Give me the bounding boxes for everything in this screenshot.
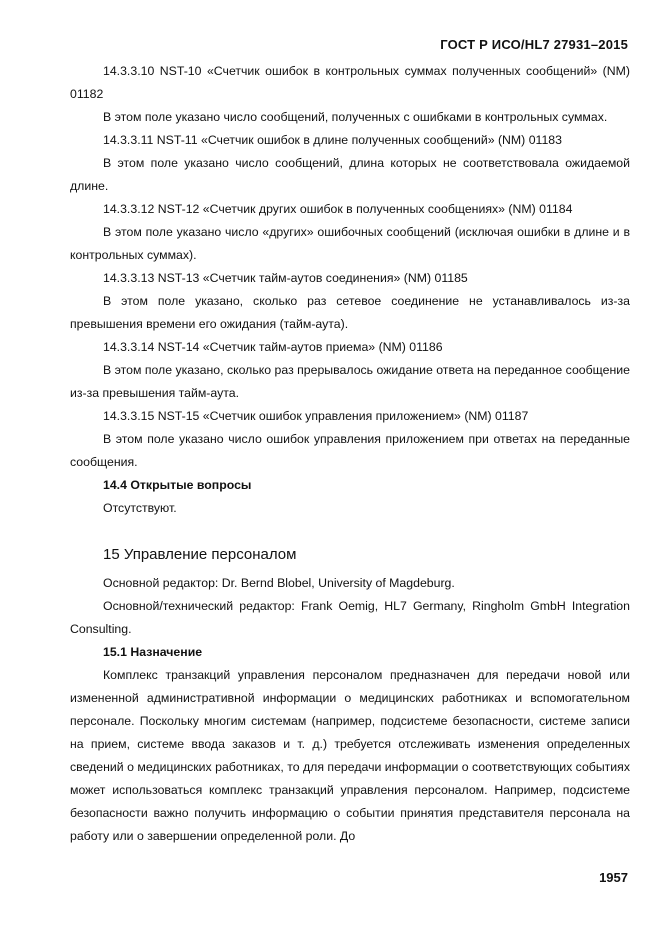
field-description: В этом поле указано число сообщений, полученных с ошибками в контрольных суммах.	[103, 110, 608, 124]
field-heading: 14.3.3.10 NST-10 «Счетчик ошибок в контрольных суммах полученных сообщений» (NM) 01182	[70, 64, 630, 101]
subsection-heading: 15.1 Назначение	[103, 645, 203, 659]
field-heading: 14.3.3.14 NST-14 «Счетчик тайм-аутов приема» (NM) 01186	[103, 340, 443, 354]
field-description: В этом поле указано, сколько раз сетевое соединение не устанавливалось из-за превышения времени его ожидания (тайм-аута).	[70, 294, 630, 331]
field-description: В этом поле указано число сообщений, длина которых не соответствовала ожидаемой длине.	[70, 156, 630, 193]
field-heading: 14.3.3.11 NST-11 «Счетчик ошибок в длине полученных сообщений» (NM) 01183	[103, 133, 562, 147]
editor-line: Основной/технический редактор: Frank Oemig, HL7 Germany, Ringholm GmbH Integration Consulting.	[70, 599, 630, 636]
paragraph: Отсутствуют.	[103, 501, 177, 515]
document-header: ГОСТ Р ИСО/HL7 27931–2015	[440, 37, 628, 52]
field-heading: 14.3.3.15 NST-15 «Счетчик ошибок управления приложением» (NM) 01187	[103, 409, 529, 423]
field-description: В этом поле указано число «других» ошибочных сообщений (исключая ошибки в длине и в контрольных суммах).	[70, 225, 630, 262]
subsection-heading: 14.4 Открытые вопросы	[103, 478, 252, 492]
field-heading: 14.3.3.13 NST-13 «Счетчик тайм-аутов соединения» (NM) 01185	[103, 271, 468, 285]
field-heading: 14.3.3.12 NST-12 «Счетчик других ошибок в полученных сообщениях» (NM) 01184	[103, 202, 573, 216]
field-description: В этом поле указано, сколько раз прерывалось ожидание ответа на переданное сообщение из-за превышения тайм-аута.	[70, 363, 630, 400]
section-heading: 15 Управление персоналом	[103, 546, 297, 563]
page-number: 1957	[599, 870, 628, 885]
editor-line: Основной редактор: Dr. Bernd Blobel, University of Magdeburg.	[103, 576, 455, 590]
field-description: В этом поле указано число ошибок управления приложением при ответах на переданные сообщения.	[70, 432, 630, 469]
paragraph: Комплекс транзакций управления персоналом предназначен для передачи новой или измененной административной информации о медицинских работниках и вспомогательном персонале. Поскольку многим системам (например, подсистеме безопасности, системе записи на прием, системе ввода заказов и т. д.) требуется отслеживать изменения определенных сведений о медицинских работниках, то для передачи информации о соответствующих событиях может использоваться комплекс транзакций управления персоналом. Например, подсистеме безопасности важно получить информацию о событии принятия представителя персонала на работу или о завершении определенной роли. До	[70, 668, 630, 843]
document-body	[70, 60, 630, 848]
